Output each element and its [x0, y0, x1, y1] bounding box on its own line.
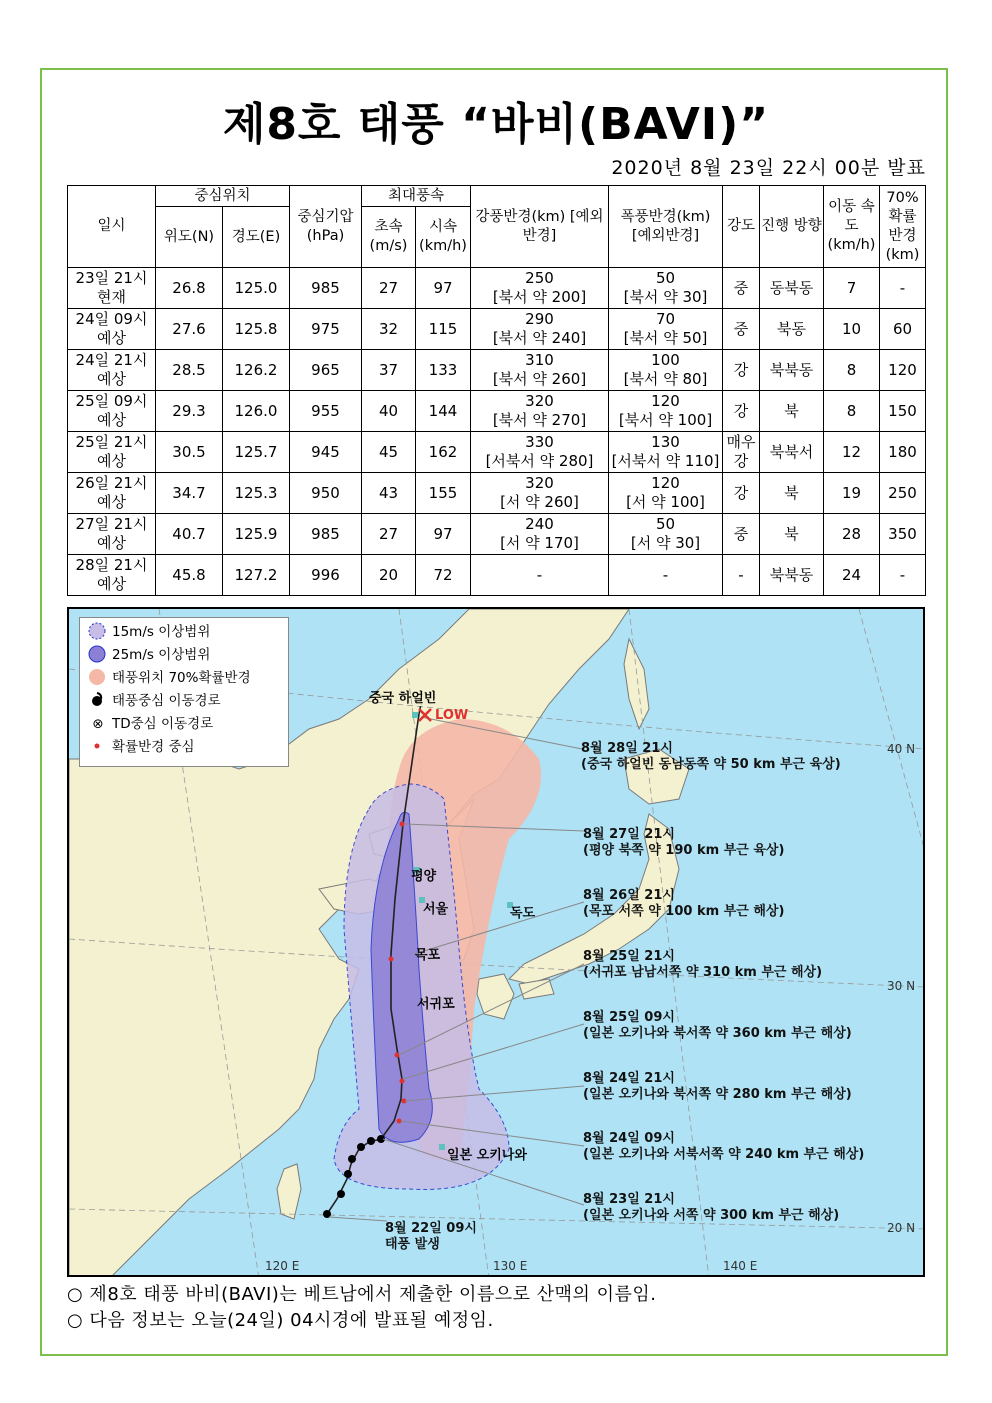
legend-wind15 [88, 622, 210, 642]
col-lat: 위도(N) [156, 207, 223, 268]
kmh-cell [416, 309, 471, 350]
speed-cell-text: 12 [841, 442, 862, 461]
note-next-release: ○ 다음 정보는 오늘(24일) 04시경에 발표될 예정임. [67, 1310, 494, 1331]
kmh-cell [416, 391, 471, 432]
strong-radius-cell [471, 473, 609, 514]
strong-radius-cell [471, 350, 609, 391]
prob-radius-cell [880, 473, 926, 514]
lon-cell-text: 125.9 [234, 524, 278, 543]
td-symbol-icon: ⊗ [92, 716, 104, 732]
kmh-cell [416, 350, 471, 391]
time-cell-text: 23일 21시 [75, 269, 148, 287]
ms-cell-text: 32 [378, 319, 399, 338]
page-title: 제8호 태풍 “바비(BAVI)” [222, 99, 770, 150]
lat-cell-text: 45.8 [172, 565, 206, 584]
lon-cell-text: 125.7 [234, 442, 278, 461]
kmh-cell [416, 473, 471, 514]
storm-radius-cell-text: 120 [651, 474, 680, 492]
prob-radius-cell [880, 391, 926, 432]
speed-cell [824, 432, 880, 473]
direction-cell [760, 432, 824, 473]
callout-0822-09: 8월 22일 09시 태풍 발생 [385, 1221, 477, 1252]
time-cell-text: 예상 [97, 411, 126, 429]
storm-radius-cell-text: 130 [651, 433, 680, 451]
strong-radius-cell-text: [북서 약 270] [492, 411, 587, 429]
time-cell-text: 27일 21시 [75, 515, 148, 533]
storm-radius-cell-text: [북서 약 50] [623, 329, 708, 347]
prob-radius-cell-text: 120 [888, 360, 917, 379]
forecast-table [67, 185, 926, 596]
lon-cell-text: 125.0 [234, 278, 278, 297]
strong-radius-cell [471, 514, 609, 555]
col-strong-radius: 강풍반경(km) [예외반경] [471, 186, 609, 268]
col-kmh: 시속 (km/h) [416, 207, 471, 268]
lon-cell-text: 126.0 [234, 401, 278, 420]
time-cell-text: 예상 [97, 534, 126, 552]
callout-0823-21: 8월 23일 21시 (일본 오키나와 서쪽 약 300 km 부근 해상) [583, 1192, 840, 1223]
table-row [68, 391, 926, 432]
ms-cell [362, 473, 416, 514]
table-row [68, 555, 926, 596]
intensity-cell [723, 350, 760, 391]
storm-radius-cell-text: 100 [651, 351, 680, 369]
time-cell-text: 예상 [97, 493, 126, 511]
direction-cell-text: 북 [784, 483, 799, 502]
direction-cell [760, 391, 824, 432]
storm-radius-cell-text: 70 [655, 310, 676, 328]
lat-cell-text: 27.6 [172, 319, 206, 338]
storm-radius-cell [609, 555, 723, 596]
label-seoul: 서울 [423, 902, 449, 917]
strong-radius-cell-text: [서 약 260] [500, 493, 579, 511]
lat-cell-text: 40.7 [172, 524, 206, 543]
pressure-cell-text: 996 [311, 565, 340, 584]
taiwan [277, 1164, 301, 1219]
lat-cell [156, 432, 223, 473]
time-cell-text: 현재 [97, 288, 126, 306]
direction-cell-text: 북북동 [769, 565, 814, 584]
strong-radius-cell-text: 320 [525, 392, 554, 410]
prob-radius-cell-text: 60 [892, 319, 913, 338]
intensity-cell [723, 309, 760, 350]
lat-label-40: 40 N [887, 742, 916, 756]
intensity-cell-text: 중 [733, 278, 749, 297]
time-cell-text: 예상 [97, 370, 126, 388]
intensity-cell-text: 강 [733, 401, 749, 420]
direction-cell-text: 북동 [777, 319, 806, 338]
intensity-cell-text: 중 [733, 319, 749, 338]
time-cell-text: 예상 [97, 575, 126, 593]
strong-radius-cell-text: 240 [525, 515, 554, 533]
ms-cell [362, 391, 416, 432]
col-time: 일시 [68, 186, 156, 268]
col-maxwind: 최대풍속 [362, 186, 471, 207]
lon-label-130: 130 E [493, 1259, 528, 1273]
prob-radius-cell [880, 309, 926, 350]
lon-cell-text: 127.2 [234, 565, 278, 584]
lon-label-140: 140 E [723, 1259, 758, 1273]
ms-cell [362, 350, 416, 391]
ms-cell-text: 43 [378, 483, 399, 502]
lat-cell-text: 29.3 [172, 401, 206, 420]
prob-radius-cell-text: 250 [888, 483, 917, 502]
lat-cell [156, 350, 223, 391]
storm-radius-cell [609, 350, 723, 391]
time-cell [68, 309, 156, 350]
issued-datetime: 2020년 8월 23일 22시 00분 발표 [611, 157, 926, 179]
lat-cell [156, 309, 223, 350]
prob-radius-cell-text: 180 [888, 442, 917, 461]
speed-cell-text: 28 [841, 524, 862, 543]
strong-radius-cell [471, 555, 609, 596]
prob-radius-cell [880, 268, 926, 309]
lon-cell [223, 268, 290, 309]
ms-cell-text: 37 [378, 360, 399, 379]
col-speed: 이동 속도 (km/h) [824, 186, 880, 268]
strong-radius-cell-text: 320 [525, 474, 554, 492]
storm-radius-cell-text: [북서 약 30] [623, 288, 708, 306]
strong-radius-cell-text: 290 [525, 310, 554, 328]
footnotes [67, 1282, 657, 1334]
time-cell [68, 391, 156, 432]
strong-radius-cell-text: [북서 약 260] [492, 370, 587, 388]
ms-cell-text: 27 [378, 278, 399, 297]
time-cell-text: 26일 21시 [75, 474, 148, 492]
lon-cell [223, 432, 290, 473]
sakhalin [624, 639, 649, 729]
lat-cell [156, 473, 223, 514]
prob-radius-cell-text: - [899, 278, 906, 297]
intensity-cell-text: 강 [733, 483, 749, 502]
intensity-cell [723, 473, 760, 514]
storm-radius-cell-text: - [662, 565, 669, 584]
kmh-cell-text: 97 [433, 278, 453, 297]
storm-radius-cell-text: [서 약 100] [626, 493, 705, 511]
speed-cell [824, 473, 880, 514]
storm-radius-cell [609, 309, 723, 350]
time-cell-text: 24일 21시 [75, 351, 148, 369]
legend-track [88, 691, 221, 711]
kmh-cell [416, 555, 471, 596]
direction-cell [760, 268, 824, 309]
kyushu [477, 974, 514, 1019]
time-cell-text: 예상 [97, 452, 126, 470]
label-okinawa: 일본 오키나와 [447, 1148, 527, 1163]
table-row [68, 350, 926, 391]
storm-radius-cell-text: 120 [651, 392, 680, 410]
storm-radius-cell-text: [북서 약 80] [623, 370, 708, 388]
ms-cell [362, 432, 416, 473]
kmh-cell [416, 432, 471, 473]
legend-prob70 [88, 668, 251, 688]
legend-wind25 [88, 645, 210, 665]
callout-0827: 8월 27일 21시 (평양 북쪽 약 190 km 부근 육상) [583, 827, 785, 858]
table-row [68, 514, 926, 555]
pressure-cell [290, 555, 362, 596]
pressure-cell-text: 955 [311, 401, 340, 420]
direction-cell-text: 북북동 [769, 360, 814, 379]
label-harbin: 중국 하얼빈 [369, 691, 437, 706]
pressure-cell [290, 432, 362, 473]
intensity-cell-text: 중 [733, 524, 749, 543]
direction-cell-text: 북북서 [769, 442, 814, 461]
table-row [68, 473, 926, 514]
col-pressure: 중심기압 (hPa) [290, 186, 362, 268]
pressure-cell-text: 975 [311, 319, 340, 338]
col-storm-radius: 폭풍반경(km) [예외반경] [609, 186, 723, 268]
label-low: LOW [435, 708, 469, 723]
ms-cell-text: 20 [378, 565, 399, 584]
time-cell [68, 555, 156, 596]
col-ms: 초속 (m/s) [362, 207, 416, 268]
pressure-cell [290, 391, 362, 432]
intensity-cell-text: 강 [733, 360, 749, 379]
legend-label: 태풍중심 이동경로 [112, 693, 221, 709]
prob-radius-cell [880, 350, 926, 391]
callout-0825-21: 8월 25일 21시 (서귀포 남남서쪽 약 310 km 부근 해상) [583, 949, 823, 980]
table-row [68, 432, 926, 473]
col-center: 중심위치 [156, 186, 290, 207]
ms-cell-text: 40 [378, 401, 399, 420]
intensity-cell-text: 매우 강 [726, 433, 756, 470]
time-cell [68, 514, 156, 555]
speed-cell-text: 7 [846, 278, 857, 297]
lon-cell [223, 309, 290, 350]
prob-radius-cell [880, 514, 926, 555]
strong-radius-cell-text: 250 [525, 269, 554, 287]
pressure-cell [290, 350, 362, 391]
pressure-cell [290, 514, 362, 555]
kmh-cell-text: 133 [428, 360, 458, 379]
time-cell-text: 25일 21시 [75, 433, 148, 451]
col-prob-radius: 70% 확률 반경 (km) [880, 186, 926, 268]
speed-cell [824, 309, 880, 350]
pressure-cell [290, 309, 362, 350]
legend-td-track [88, 714, 213, 734]
direction-cell [760, 514, 824, 555]
lon-cell-text: 125.8 [234, 319, 278, 338]
table-row [68, 268, 926, 309]
lat-label-20: 20 N [887, 1221, 916, 1235]
kmh-cell-text: 97 [433, 524, 453, 543]
strong-radius-cell-text: 310 [525, 351, 554, 369]
speed-cell-text: 8 [846, 360, 857, 379]
time-cell-text: 24일 09시 [75, 310, 148, 328]
lat-cell [156, 268, 223, 309]
ms-cell [362, 268, 416, 309]
lon-cell-text: 126.2 [234, 360, 278, 379]
prob-radius-cell-text: 350 [888, 524, 917, 543]
legend-label: TD중심 이동경로 [112, 716, 214, 732]
legend-label: 25m/s 이상범위 [112, 647, 211, 663]
lat-cell [156, 555, 223, 596]
time-cell-text: 25일 09시 [75, 392, 148, 410]
lon-label-120: 120 E [265, 1259, 300, 1273]
time-cell [68, 432, 156, 473]
strong-radius-cell [471, 309, 609, 350]
intensity-cell [723, 268, 760, 309]
ms-cell-text: 45 [378, 442, 399, 461]
lat-cell-text: 34.7 [172, 483, 206, 502]
legend-label: 태풍위치 70%확률반경 [112, 670, 251, 686]
strong-radius-cell-text: 330 [525, 433, 554, 451]
lon-cell [223, 555, 290, 596]
direction-cell-text: 북 [784, 401, 799, 420]
strong-radius-cell-text: [서북서 약 280] [485, 452, 594, 470]
map-legend [79, 617, 289, 767]
time-cell [68, 268, 156, 309]
storm-radius-cell [609, 473, 723, 514]
lon-cell [223, 391, 290, 432]
strong-radius-cell-text: [북서 약 240] [492, 329, 587, 347]
direction-cell [760, 473, 824, 514]
lat-cell-text: 30.5 [172, 442, 206, 461]
direction-cell-text: 동북동 [769, 278, 814, 297]
strong-radius-cell [471, 391, 609, 432]
kmh-cell [416, 268, 471, 309]
speed-cell [824, 391, 880, 432]
pressure-cell-text: 985 [311, 278, 340, 297]
pressure-cell-text: 945 [311, 442, 340, 461]
time-cell-text: 예상 [97, 329, 126, 347]
label-seogwipo: 서귀포 [417, 997, 455, 1012]
label-mokpo: 목포 [415, 948, 441, 963]
lat-cell-text: 26.8 [172, 278, 206, 297]
kmh-cell-text: 144 [428, 401, 458, 420]
pressure-cell-text: 965 [311, 360, 340, 379]
intensity-cell [723, 391, 760, 432]
callout-0824-21: 8월 24일 21시 (일본 오키나와 북서쪽 약 280 km 부근 해상) [583, 1071, 852, 1102]
ms-cell-text: 27 [378, 524, 399, 543]
time-cell [68, 473, 156, 514]
note-name-origin: ○ 제8호 태풍 바비(BAVI)는 베트남에서 제출한 이름으로 산맥의 이름임. [67, 1284, 657, 1305]
pressure-cell [290, 473, 362, 514]
storm-radius-cell-text: 50 [655, 515, 676, 533]
storm-radius-cell [609, 514, 723, 555]
direction-cell [760, 555, 824, 596]
direction-cell-text: 북 [784, 524, 799, 543]
strong-radius-cell [471, 432, 609, 473]
storm-radius-cell [609, 432, 723, 473]
lon-cell-text: 125.3 [234, 483, 278, 502]
speed-cell [824, 514, 880, 555]
strong-radius-cell-text: - [536, 565, 543, 584]
storm-radius-cell-text: [북서 약 100] [618, 411, 713, 429]
storm-radius-cell [609, 391, 723, 432]
storm-radius-cell-text: [서 약 30] [630, 534, 701, 552]
callout-0826: 8월 26일 21시 (목포 서쪽 약 100 km 부근 해상) [583, 888, 785, 919]
kmh-cell-text: 72 [433, 565, 453, 584]
intensity-cell [723, 555, 760, 596]
prob-radius-cell-text: - [899, 565, 906, 584]
speed-cell-text: 24 [841, 565, 862, 584]
label-pyongyang: 평양 [411, 869, 437, 884]
pressure-cell-text: 950 [311, 483, 340, 502]
col-direction: 진행 방향 [760, 186, 824, 268]
strong-radius-cell-text: [북서 약 200] [492, 288, 587, 306]
callout-0824-09: 8월 24일 09시 (일본 오키나와 서북서쪽 약 240 km 부근 해상) [583, 1131, 865, 1162]
speed-cell-text: 10 [841, 319, 862, 338]
speed-cell-text: 19 [841, 483, 862, 502]
storm-radius-cell-text: 50 [655, 269, 676, 287]
kmh-cell [416, 514, 471, 555]
ms-cell [362, 309, 416, 350]
typhoon-track-map [67, 607, 925, 1277]
storm-radius-cell [609, 268, 723, 309]
kmh-cell-text: 115 [428, 319, 458, 338]
prob-radius-cell [880, 432, 926, 473]
legend-label: 확률반경 중심 [112, 739, 195, 755]
intensity-cell [723, 514, 760, 555]
strong-radius-cell [471, 268, 609, 309]
col-intensity: 강도 [723, 186, 760, 268]
strong-radius-cell-text: [서 약 170] [500, 534, 579, 552]
pressure-cell [290, 268, 362, 309]
lat-cell [156, 391, 223, 432]
time-cell-text: 28일 21시 [75, 556, 148, 574]
callout-0825-09: 8월 25일 09시 (일본 오키나와 북서쪽 약 360 km 부근 해상) [583, 1010, 852, 1041]
direction-cell [760, 309, 824, 350]
storm-radius-cell-text: [서북서 약 110] [611, 452, 720, 470]
label-dokdo: 독도 [510, 906, 536, 921]
prob-radius-cell [880, 555, 926, 596]
speed-cell-text: 8 [846, 401, 857, 420]
legend-prob-center [88, 737, 195, 757]
pressure-cell-text: 985 [311, 524, 340, 543]
speed-cell [824, 555, 880, 596]
lon-cell [223, 473, 290, 514]
callout-0828: 8월 28일 21시 (중국 하얼빈 동남동쪽 약 50 km 부근 육상) [581, 741, 841, 772]
lon-cell [223, 350, 290, 391]
lat-cell-text: 28.5 [172, 360, 206, 379]
prob-radius-cell-text: 150 [888, 401, 917, 420]
lat-label-30: 30 N [887, 979, 916, 993]
table-row [68, 309, 926, 350]
col-lon: 경도(E) [223, 207, 290, 268]
kmh-cell-text: 155 [428, 483, 458, 502]
kmh-cell-text: 162 [428, 442, 458, 461]
speed-cell [824, 268, 880, 309]
lat-cell [156, 514, 223, 555]
intensity-cell [723, 432, 760, 473]
ms-cell [362, 555, 416, 596]
ms-cell [362, 514, 416, 555]
lon-cell [223, 514, 290, 555]
direction-cell [760, 350, 824, 391]
legend-label: 15m/s 이상범위 [112, 624, 211, 640]
intensity-cell-text: - [738, 565, 744, 584]
time-cell [68, 350, 156, 391]
speed-cell [824, 350, 880, 391]
